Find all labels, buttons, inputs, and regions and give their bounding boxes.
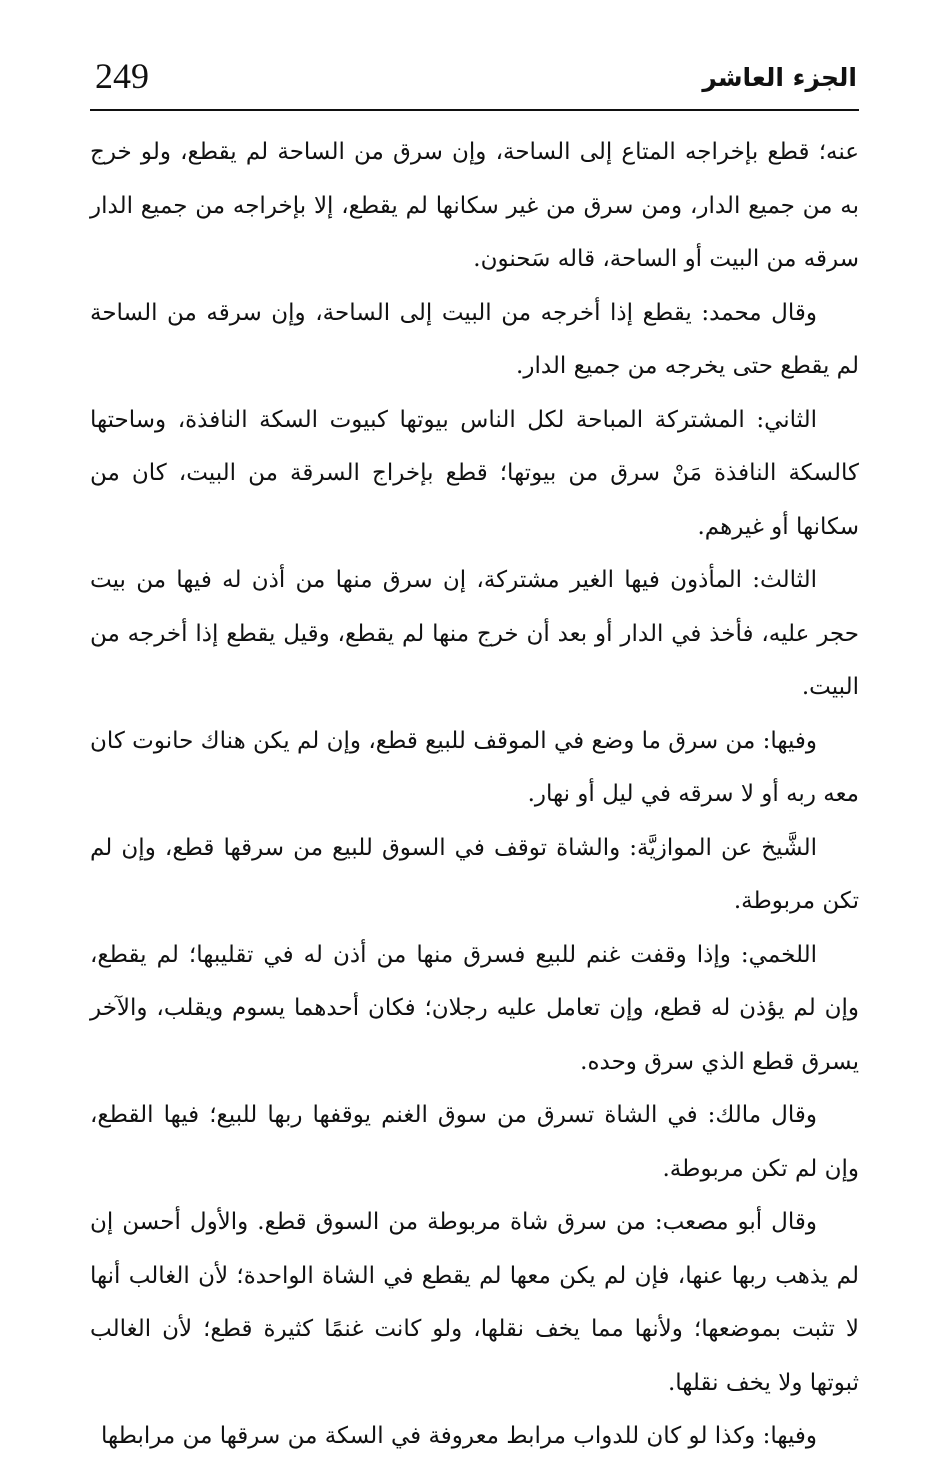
paragraph: وفيها: وكذا لو كان للدواب مرابط معروفة في السكة من سرقها من مرابطها <box>100 1423 817 1449</box>
page-number: 249 <box>95 56 149 96</box>
page-body <box>90 126 859 1464</box>
paragraph: الشَّيخ عن الموازيَّة: والشاة توقف في السوق للبيع من سرقها قطع، وإن لم تكن مربوطة. <box>90 834 859 914</box>
paragraph: وقال محمد: يقطع إذا أخرجه من البيت إلى الساحة، وإن سرقه من الساحة لم يقطع حتى يخرجه من جميع الدار. <box>90 299 859 379</box>
paragraph: وقال أبو مصعب: من سرق شاة مربوطة من السوق قطع. والأول أحسن إن لم يذهب ربها عنها، فإن لم يكن معها لم يقطع في الشاة الواحدة؛ لأن الغالب أنها لا تثبت بموضعها؛ ولأنها مما يخف نقلها، ولو كانت غنمًا كثيرة قطع؛ لأن الغالب ثبوتها ولا يخف نقلها. <box>90 1209 859 1396</box>
paragraph: وقال مالك: في الشاة تسرق من سوق الغنم يوقفها ربها للبيع؛ فيها القطع، وإن لم تكن مربوطة. <box>90 1102 859 1182</box>
running-title: الجزء العاشر <box>702 63 857 92</box>
paragraph: الثالث: المأذون فيها الغير مشتركة، إن سرق منها من أذن له فيها من بيت حجر عليه، فأخذ في الدار أو بعد أن خرج منها لم يقطع، وقيل يقطع إذا أخرجه من البيت. <box>90 567 859 700</box>
paragraph: اللخمي: وإذا وقفت غنم للبيع فسرق منها من أذن له في تقليبها؛ لم يقطع، وإن لم يؤذن له قطع، وإن تعامل عليه رجلان؛ فكان أحدهما يسوم ويقلب، والآخر يسرق قطع الذي سرق وحده. <box>90 941 859 1075</box>
header-rule <box>90 109 859 111</box>
paragraph: الثاني: المشتركة المباحة لكل الناس بيوتها كبيوت السكة النافذة، وساحتها كالسكة النافذة مَنْ سرق من بيوتها؛ قطع بإخراج السرقة من البيت، كان من سكانها أو غيرهم. <box>90 406 859 540</box>
paragraph: عنه؛ قطع بإخراجه المتاع إلى الساحة، وإن سرق من الساحة لم يقطع، ولو خرج به من جميع الدار، ومن سرق من غير سكانها لم يقطع، إلا بإخراجه من جميع الدار سرقه من البيت أو الساحة، قاله سَحنون. <box>90 139 859 272</box>
page-header <box>95 52 857 102</box>
paragraph: وفيها: من سرق ما وضع في الموقف للبيع قطع، وإن لم يكن هناك حانوت كان معه ربه أو لا سرقه في ليل أو نهار. <box>90 727 859 807</box>
